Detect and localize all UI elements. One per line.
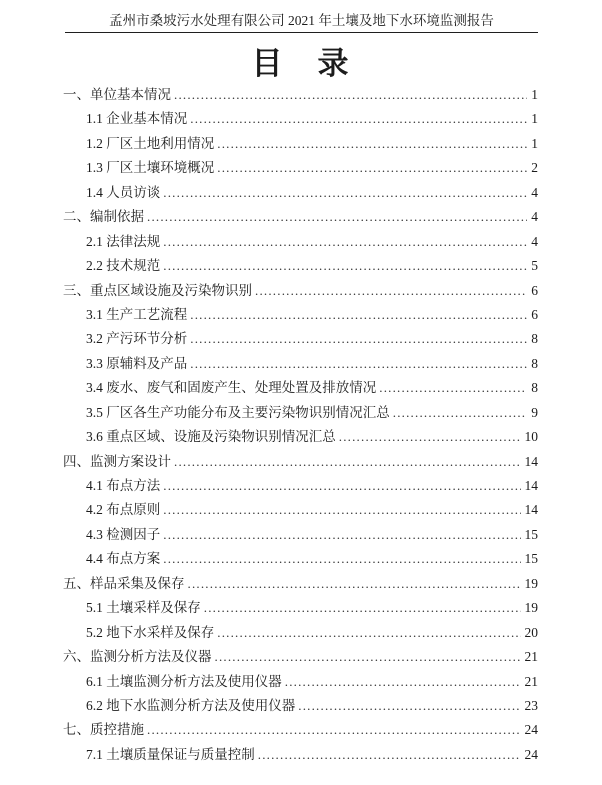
toc-entry-label: 3.3 原辅料及产品 bbox=[86, 355, 188, 371]
document-header-text: 孟州市桑坡污水处理有限公司 2021 年土壤及地下水环境监测报告 bbox=[109, 13, 494, 28]
toc-leader-dots bbox=[188, 572, 521, 596]
toc-entry-page: 24 bbox=[524, 722, 538, 738]
toc-entry-page: 20 bbox=[524, 624, 538, 640]
toc-leader-dots bbox=[339, 425, 521, 449]
toc-entry-label: 3.2 产污环节分析 bbox=[86, 331, 188, 347]
toc-entry-label: 5.1 土壤采样及保存 bbox=[86, 600, 201, 616]
toc-leader-dots bbox=[174, 83, 527, 107]
toc-entry bbox=[63, 83, 538, 107]
toc-entry bbox=[63, 621, 538, 645]
toc-entry-label: 1.4 人员访谈 bbox=[86, 184, 161, 200]
toc-entry-page: 23 bbox=[524, 697, 538, 713]
toc-leader-dots bbox=[255, 279, 527, 303]
toc-entry-label: 3.1 生产工艺流程 bbox=[86, 306, 188, 322]
toc-entry-label: 1.2 厂区土地利用情况 bbox=[86, 135, 215, 151]
toc-entry-page: 8 bbox=[531, 355, 538, 371]
toc-entry-label: 五、样品采集及保存 bbox=[63, 575, 185, 591]
toc-entry-page: 21 bbox=[524, 649, 538, 665]
toc-entry-label: 6.1 土壤监测分析方法及使用仪器 bbox=[86, 673, 282, 689]
toc-entry bbox=[63, 254, 538, 278]
toc-entry-page: 14 bbox=[524, 453, 538, 469]
toc-entry bbox=[63, 425, 538, 449]
toc-entry-label: 2.1 法律法规 bbox=[86, 233, 161, 249]
toc-entry-page: 4 bbox=[531, 209, 538, 225]
toc-entry bbox=[63, 156, 538, 180]
toc-entry bbox=[63, 670, 538, 694]
toc-entry bbox=[63, 645, 538, 669]
toc-entry bbox=[63, 450, 538, 474]
toc-entry-label: 4.4 布点方案 bbox=[86, 551, 161, 567]
toc-entry bbox=[63, 572, 538, 596]
toc-entry bbox=[63, 279, 538, 303]
toc-entry-label: 3.4 废水、废气和固废产生、处理处置及排放情况 bbox=[86, 380, 377, 396]
toc-list bbox=[63, 83, 538, 767]
toc-entry bbox=[63, 474, 538, 498]
toc-entry bbox=[63, 743, 538, 767]
toc-entry-page: 2 bbox=[531, 160, 538, 176]
toc-leader-dots bbox=[190, 327, 527, 351]
toc-entry bbox=[63, 694, 538, 718]
toc-entry-page: 8 bbox=[531, 331, 538, 347]
toc-entry-page: 5 bbox=[531, 258, 538, 274]
toc-entry-page: 15 bbox=[524, 551, 538, 567]
toc-entry-label: 二、编制依据 bbox=[63, 209, 144, 225]
toc-leader-dots bbox=[174, 450, 521, 474]
toc-entry bbox=[63, 718, 538, 742]
toc-entry-page: 4 bbox=[531, 184, 538, 200]
toc-entry bbox=[63, 401, 538, 425]
toc-entry bbox=[63, 523, 538, 547]
toc-title: 目 录 bbox=[251, 46, 351, 81]
toc-entry bbox=[63, 376, 538, 400]
toc-entry-page: 6 bbox=[531, 282, 538, 298]
toc-leader-dots bbox=[190, 107, 527, 131]
toc-entry-label: 7.1 土壤质量保证与质量控制 bbox=[86, 746, 255, 762]
toc-entry-label: 4.3 检测因子 bbox=[86, 526, 161, 542]
toc-leader-dots bbox=[217, 621, 520, 645]
toc-leader-dots bbox=[217, 132, 527, 156]
toc-entry bbox=[63, 352, 538, 376]
toc-entry-page: 10 bbox=[524, 429, 538, 445]
toc-entry-page: 19 bbox=[524, 575, 538, 591]
toc-leader-dots bbox=[204, 596, 521, 620]
toc-entry bbox=[63, 107, 538, 131]
toc-leader-dots bbox=[147, 205, 527, 229]
toc-entry bbox=[63, 547, 538, 571]
toc-entry bbox=[63, 132, 538, 156]
toc-entry-page: 1 bbox=[531, 135, 538, 151]
toc-entry-page: 24 bbox=[524, 746, 538, 762]
toc-entry-page: 21 bbox=[524, 673, 538, 689]
toc-leader-dots bbox=[285, 670, 521, 694]
toc-leader-dots bbox=[163, 254, 527, 278]
toc-entry bbox=[63, 230, 538, 254]
toc-entry bbox=[63, 596, 538, 620]
toc-entry-page: 15 bbox=[524, 526, 538, 542]
toc-leader-dots bbox=[379, 376, 527, 400]
toc-entry-label: 三、重点区域设施及污染物识别 bbox=[63, 282, 252, 298]
toc-leader-dots bbox=[298, 694, 520, 718]
toc-entry-page: 1 bbox=[531, 87, 538, 102]
toc-entry-label: 4.1 布点方法 bbox=[86, 478, 161, 493]
toc-leader-dots bbox=[163, 498, 520, 522]
toc-entry-page: 8 bbox=[531, 380, 538, 396]
toc-entry-label: 1.1 企业基本情况 bbox=[86, 111, 188, 127]
toc-leader-dots bbox=[163, 230, 527, 254]
toc-entry bbox=[63, 205, 538, 229]
toc-leader-dots bbox=[163, 547, 520, 571]
toc-entry-label: 5.2 地下水采样及保存 bbox=[86, 624, 215, 640]
toc-entry-label: 3.5 厂区各生产功能分布及主要污染物识别情况汇总 bbox=[86, 404, 390, 420]
toc-leader-dots bbox=[190, 303, 527, 327]
toc-entry bbox=[63, 498, 538, 522]
toc-entry bbox=[63, 303, 538, 327]
toc-leader-dots bbox=[190, 352, 527, 376]
toc-entry-page: 6 bbox=[531, 306, 538, 322]
toc-leader-dots bbox=[147, 718, 521, 742]
toc-entry-page: 1 bbox=[531, 111, 538, 127]
toc-leader-dots bbox=[393, 401, 528, 425]
document-header bbox=[65, 0, 538, 33]
toc-entry-label: 一、单位基本情况 bbox=[63, 87, 171, 102]
toc-leader-dots bbox=[163, 181, 527, 205]
toc-entry-page: 14 bbox=[524, 502, 538, 518]
toc-entry-label: 4.2 布点原则 bbox=[86, 502, 161, 518]
toc-leader-dots bbox=[258, 743, 521, 767]
toc-entry-label: 1.3 厂区土壤环境概况 bbox=[86, 160, 215, 176]
toc-leader-dots bbox=[163, 523, 520, 547]
toc-entry bbox=[63, 181, 538, 205]
toc-entry-page: 19 bbox=[524, 600, 538, 616]
toc-entry bbox=[63, 327, 538, 351]
toc-entry-page: 4 bbox=[531, 233, 538, 249]
toc-entry-page: 9 bbox=[531, 404, 538, 420]
toc-entry-page: 14 bbox=[524, 478, 538, 493]
toc-entry-label: 四、监测方案设计 bbox=[63, 453, 171, 469]
toc-entry-label: 七、质控措施 bbox=[63, 722, 144, 738]
toc-leader-dots bbox=[163, 474, 520, 498]
toc-leader-dots bbox=[215, 645, 521, 669]
toc-entry-label: 3.6 重点区域、设施及污染物识别情况汇总 bbox=[86, 429, 336, 445]
toc-leader-dots bbox=[217, 156, 527, 180]
toc-entry-label: 6.2 地下水监测分析方法及使用仪器 bbox=[86, 697, 296, 713]
toc-entry-label: 2.2 技术规范 bbox=[86, 258, 161, 274]
toc-entry-label: 六、监测分析方法及仪器 bbox=[63, 649, 212, 665]
